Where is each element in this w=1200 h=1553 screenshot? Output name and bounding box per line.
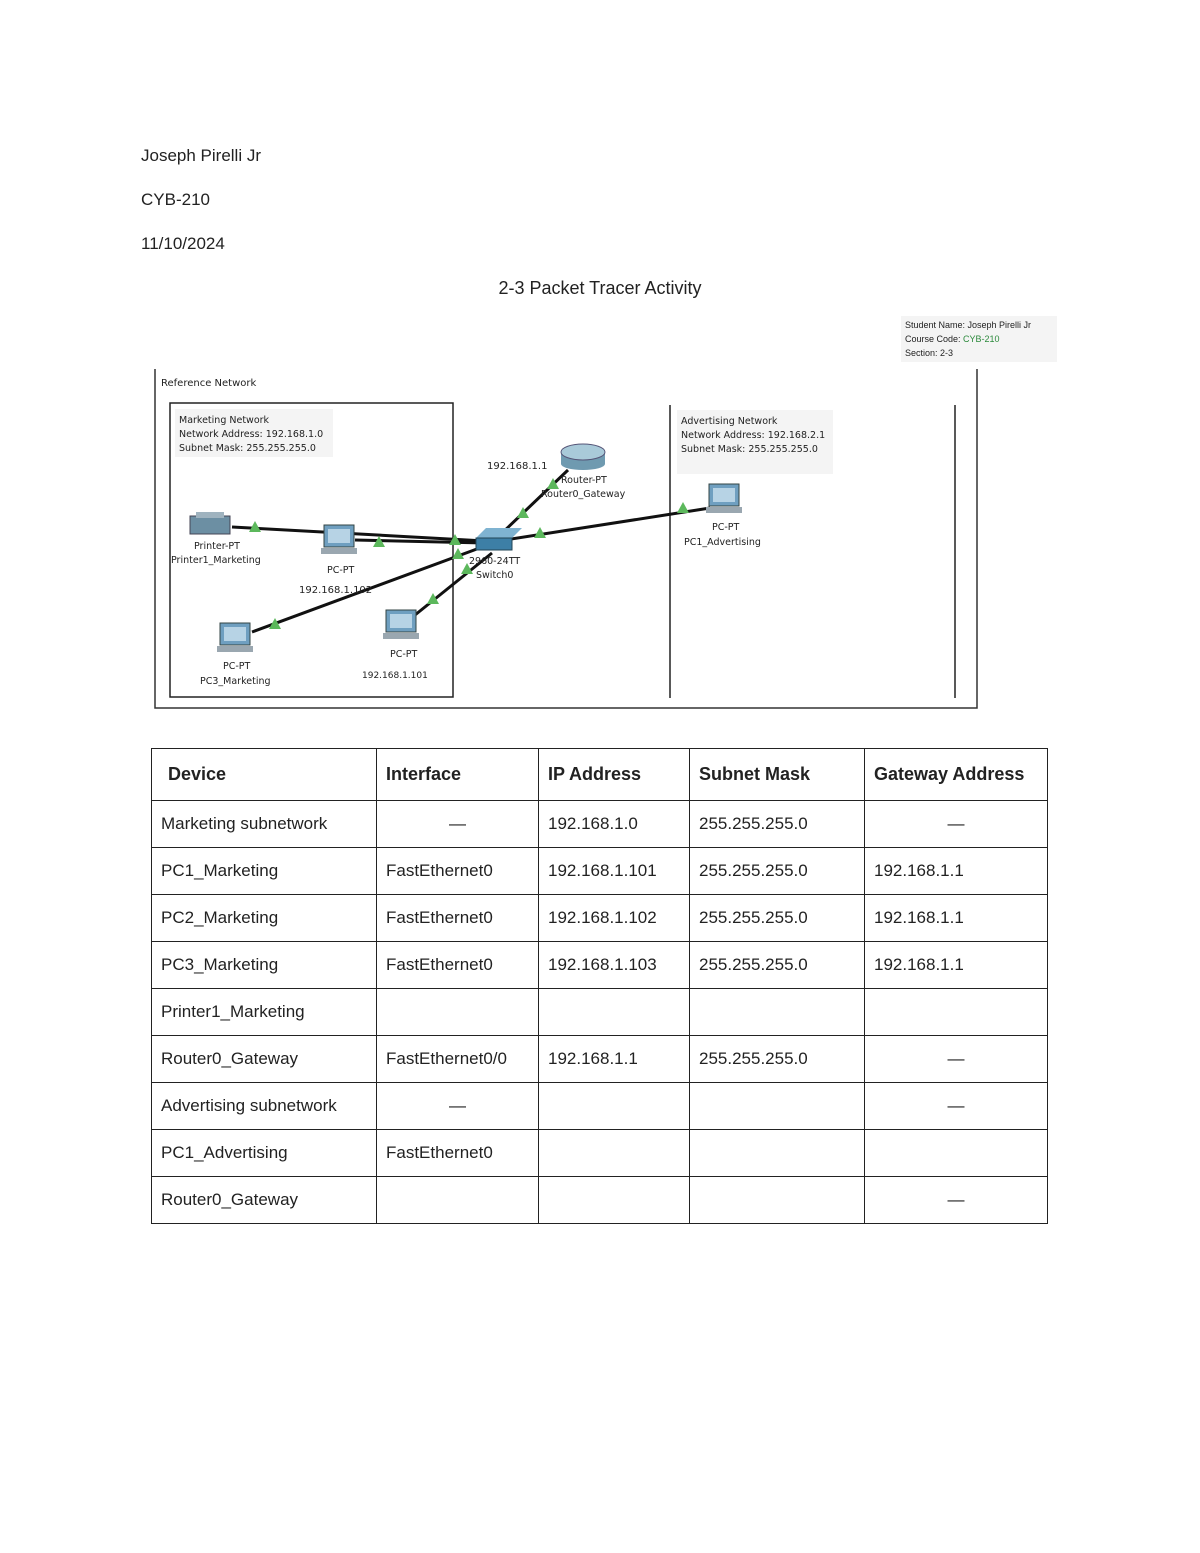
table-row	[152, 801, 1048, 848]
table-row	[152, 1177, 1048, 1224]
marketing-network-title: Marketing Network	[179, 415, 270, 426]
router-icon	[561, 444, 605, 470]
document-date: 11/10/2024	[141, 234, 225, 253]
cell-interface: FastEthernet0/0	[377, 1036, 539, 1083]
cell-ip-address: 192.168.1.102	[539, 895, 690, 942]
table-row	[152, 989, 1048, 1036]
cell-ip-address: 192.168.1.101	[539, 848, 690, 895]
cell-subnet-mask: 255.255.255.0	[690, 942, 865, 989]
author-name: Joseph Pirelli Jr	[141, 146, 261, 165]
pc2-model-label: PC-PT	[327, 565, 355, 576]
table-row	[152, 1083, 1048, 1130]
cell-gateway: 192.168.1.1	[865, 848, 1048, 895]
advertising-network-title: Advertising Network	[681, 416, 778, 427]
cell-device: Advertising subnetwork	[152, 1083, 377, 1130]
cell-interface	[377, 989, 539, 1036]
pc-icon	[217, 623, 253, 652]
switch-model-label: 2960-24TT	[469, 556, 521, 567]
marketing-network-address: Network Address: 192.168.1.0	[179, 429, 324, 440]
marketing-subnet-mask: Subnet Mask: 255.255.255.0	[179, 443, 316, 454]
cell-interface: FastEthernet0	[377, 848, 539, 895]
cell-device: Marketing subnetwork	[152, 801, 377, 848]
cell-gateway: 192.168.1.1	[865, 942, 1048, 989]
pc-icon	[706, 484, 742, 513]
switch-name-label: Switch0	[476, 570, 514, 581]
router-model-label: Router-PT	[561, 475, 607, 486]
course-code-value: CYB-210	[963, 334, 1000, 344]
cell-gateway: —	[865, 1083, 1048, 1130]
pc-icon	[321, 525, 357, 554]
header-subnet-mask: Subnet Mask	[690, 749, 865, 801]
cell-interface: FastEthernet0	[377, 1130, 539, 1177]
course-code: CYB-210	[141, 190, 210, 209]
pc-icon	[383, 610, 419, 639]
printer-name-label: Printer1_Marketing	[171, 555, 261, 566]
header-gateway-address: Gateway Address	[865, 749, 1048, 801]
link-router-switch	[500, 470, 568, 535]
pc3-name-label: PC3_Marketing	[200, 676, 271, 687]
document-title: 2-3 Packet Tracer Activity	[498, 278, 702, 298]
cell-subnet-mask	[690, 1177, 865, 1224]
header-device: Device	[152, 749, 377, 801]
cell-subnet-mask: 255.255.255.0	[690, 1036, 865, 1083]
student-name-line: Student Name: Joseph Pirelli Jr	[905, 320, 1032, 330]
advertising-pc-name-label: PC1_Advertising	[684, 537, 761, 548]
cell-device: PC2_Marketing	[152, 895, 377, 942]
cell-subnet-mask: 255.255.255.0	[690, 848, 865, 895]
cell-device: Router0_Gateway	[152, 1036, 377, 1083]
cell-gateway	[865, 1130, 1048, 1177]
course-code-label: Course Code:	[905, 334, 964, 344]
cell-interface: FastEthernet0	[377, 895, 539, 942]
cell-gateway	[865, 989, 1048, 1036]
pc2-ip-label: 192.168.1.102	[299, 585, 373, 596]
pc1-model-label: PC-PT	[390, 649, 418, 660]
table-header-row	[152, 749, 1048, 801]
router-name-label: Router0_Gateway	[541, 489, 626, 500]
cell-ip-address	[539, 1177, 690, 1224]
link-up-arrow	[249, 521, 261, 532]
pc1-ip-label: 192.168.1.101	[362, 671, 428, 681]
printer-model-label: Printer-PT	[194, 541, 240, 552]
table-row	[152, 848, 1048, 895]
cell-interface: —	[377, 1083, 539, 1130]
network-diagram	[0, 0, 1200, 720]
printer-icon	[190, 512, 230, 534]
cell-subnet-mask: 255.255.255.0	[690, 801, 865, 848]
advertising-network-address: Network Address: 192.168.2.1	[681, 430, 826, 441]
cell-device: Printer1_Marketing	[152, 989, 377, 1036]
cell-gateway: 192.168.1.1	[865, 895, 1048, 942]
router-ip-label: 192.168.1.1	[487, 461, 548, 472]
cell-device: Router0_Gateway	[152, 1177, 377, 1224]
cell-ip-address: 192.168.1.1	[539, 1036, 690, 1083]
table-row	[152, 1130, 1048, 1177]
cell-gateway: —	[865, 801, 1048, 848]
cell-ip-address: 192.168.1.103	[539, 942, 690, 989]
cell-ip-address	[539, 1083, 690, 1130]
cell-device: PC1_Marketing	[152, 848, 377, 895]
pc3-model-label: PC-PT	[223, 661, 251, 672]
ip-address-table	[151, 748, 1048, 1224]
cell-ip-address	[539, 1130, 690, 1177]
advertising-pc-model-label: PC-PT	[712, 522, 740, 533]
header-ip-address: IP Address	[539, 749, 690, 801]
cell-gateway: —	[865, 1036, 1048, 1083]
cell-ip-address	[539, 989, 690, 1036]
cell-subnet-mask	[690, 1130, 865, 1177]
header-interface: Interface	[377, 749, 539, 801]
cell-gateway: —	[865, 1177, 1048, 1224]
cell-device: PC1_Advertising	[152, 1130, 377, 1177]
link-up-arrow	[677, 502, 689, 513]
reference-network-label: Reference Network	[161, 378, 257, 389]
cell-subnet-mask: 255.255.255.0	[690, 895, 865, 942]
cell-interface	[377, 1177, 539, 1224]
cell-interface: —	[377, 801, 539, 848]
cell-ip-address: 192.168.1.0	[539, 801, 690, 848]
network-links	[232, 470, 710, 632]
section-line: Section: 2-3	[905, 348, 954, 358]
cell-subnet-mask	[690, 1083, 865, 1130]
cell-interface: FastEthernet0	[377, 942, 539, 989]
cell-subnet-mask	[690, 989, 865, 1036]
table-row	[152, 1036, 1048, 1083]
table-row	[152, 895, 1048, 942]
table-row	[152, 942, 1048, 989]
cell-device: PC3_Marketing	[152, 942, 377, 989]
advertising-subnet-mask: Subnet Mask: 255.255.255.0	[681, 444, 818, 455]
